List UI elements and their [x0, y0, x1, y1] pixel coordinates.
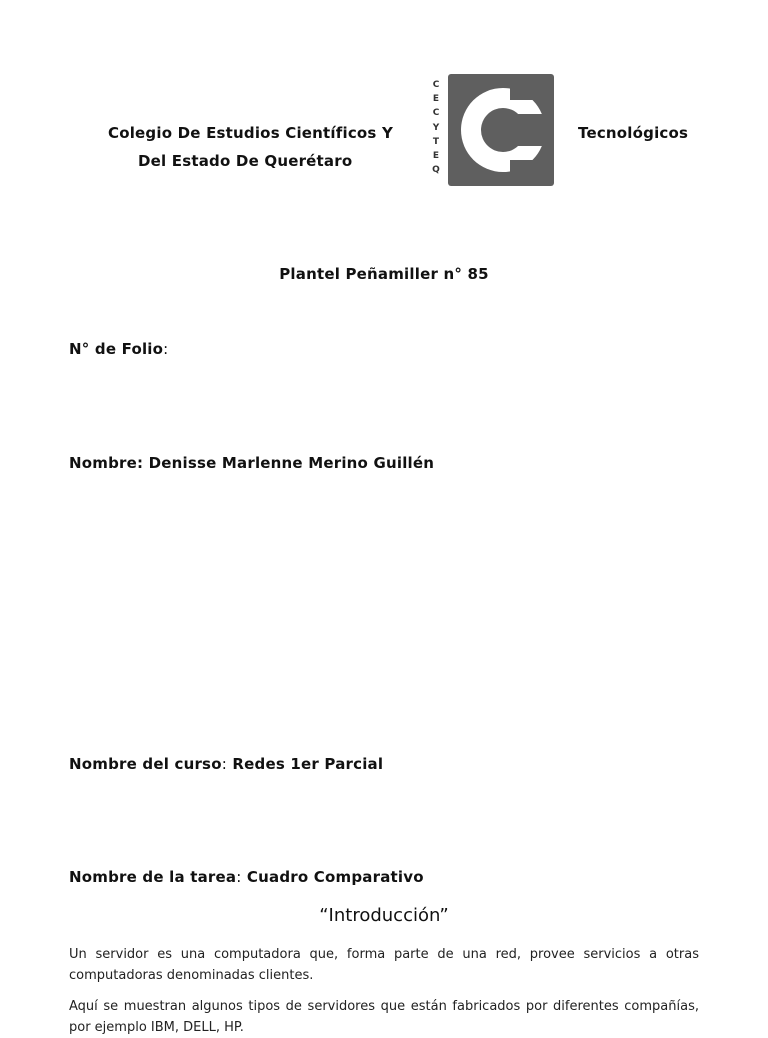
- logo-letter: E: [432, 94, 440, 105]
- logo-c-shape: [448, 74, 554, 186]
- logo-letter: Q: [432, 165, 440, 176]
- intro-paragraph-1: Un servidor es una computadora que, forma parte de una red, provee servicios a otras computadoras denominadas clientes.: [69, 947, 699, 983]
- assignment-separator: :: [236, 868, 242, 886]
- folio-label: N° de Folio: [69, 340, 164, 358]
- school-name-line1: Colegio De Estudios Científicos Y: [108, 124, 394, 142]
- logo-square: [448, 74, 554, 186]
- intro-title: “Introducción”: [319, 905, 449, 926]
- plantel-title: Plantel Peñamiller n° 85: [279, 265, 489, 283]
- logo-letter: T: [432, 136, 440, 147]
- logo-letter: E: [432, 151, 440, 162]
- logo-letters: [430, 78, 442, 177]
- student-name: Nombre: Denisse Marlenne Merino Guillén: [69, 454, 435, 472]
- cecyteq-logo-icon: [430, 74, 554, 188]
- course-value: Redes 1er Parcial: [226, 755, 384, 773]
- folio-field: [69, 340, 168, 358]
- school-name-tecnologicos: Tecnológicos: [578, 124, 689, 142]
- logo-letter: C: [432, 80, 440, 90]
- course-label: Nombre del curso: [69, 755, 222, 773]
- logo-letter: C: [432, 108, 440, 119]
- assignment-label: Nombre de la tarea: [69, 868, 237, 886]
- assignment-value: Cuadro Comparativo: [241, 868, 424, 886]
- school-name-line2: Del Estado De Querétaro: [138, 152, 353, 170]
- course-separator: :: [221, 755, 227, 773]
- logo-letter: Y: [432, 122, 440, 133]
- folio-separator: :: [163, 340, 169, 358]
- course-field: [69, 755, 383, 773]
- intro-paragraph-2: Aquí se muestran algunos tipos de servidores que están fabricados por diferentes compañías, por ejemplo IBM, DELL, HP.: [69, 999, 699, 1035]
- assignment-field: [69, 868, 424, 886]
